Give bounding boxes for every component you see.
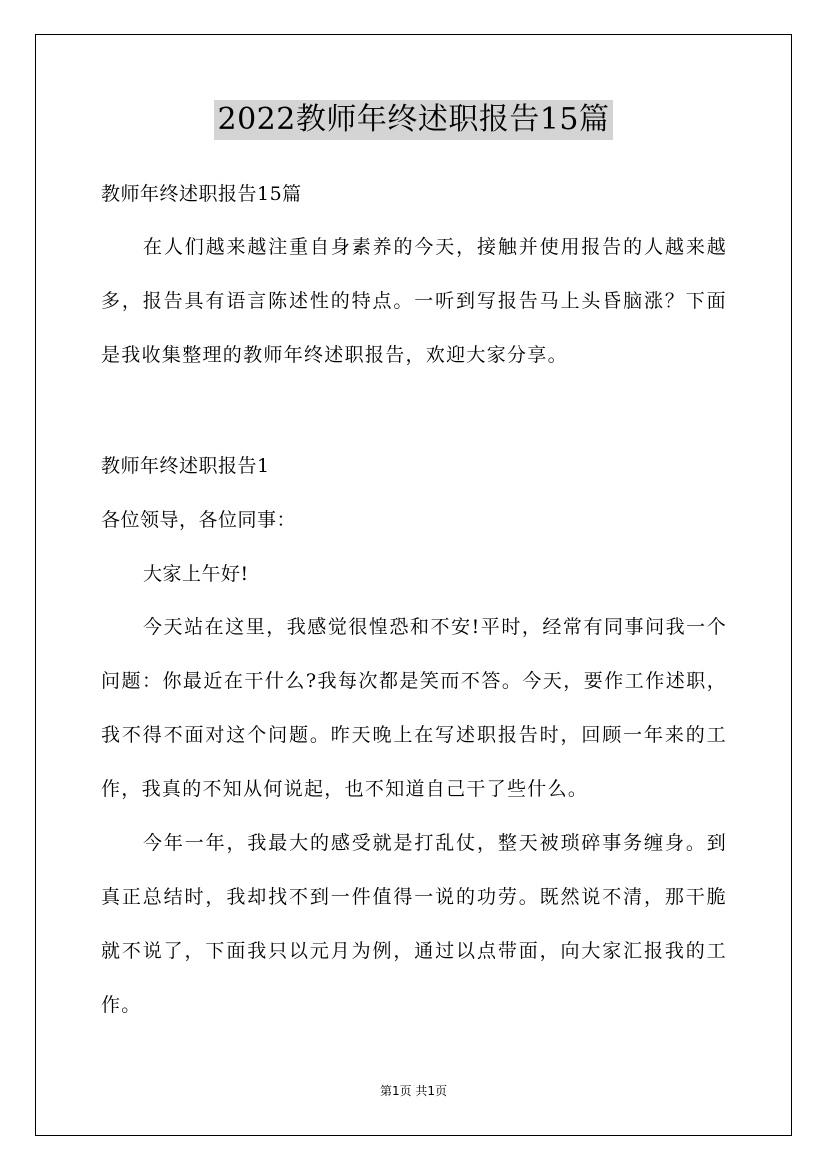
intro-paragraph: 在人们越来越注重自身素养的今天，接触并使用报告的人越来越多，报告具有语言陈述性的特点。一听到写报告马上头昏脑涨？下面是我收集整理的教师年终述职报告，欢迎大家分享。: [101, 236, 727, 366]
body-paragraph-2: 今年一年，我最大的感受就是打乱仗，整天被琐碎事务缠身。到真正总结时，我却找不到一件值得一说的功劳。既然说不清，那干脆就不说了，下面我只以元月为例，通过以点带面，向大家汇报我的工作。: [101, 832, 727, 1016]
title-container: [0, 100, 827, 140]
salutation: 各位领导，各位同事：: [101, 509, 297, 531]
document-title: 2022教师年终述职报告15篇: [214, 100, 612, 140]
page-footer: 第1页 共1页: [379, 1084, 448, 1098]
document-subtitle: 教师年终述职报告15篇: [101, 183, 302, 205]
body-paragraph-1: 今天站在这里，我感觉很惶恐和不安!平时，经常有同事问我一个问题：你最近在干什么?我每次都是笑而不答。今天，要作工作述职，我不得不面对这个问题。昨天晚上在写述职报告时，回顾一年来的工作，我真的不知从何说起，也不知道自己干了些什么。: [101, 616, 727, 800]
greeting: 大家上午好!: [143, 563, 249, 585]
section-heading: 教师年终述职报告1: [101, 455, 270, 477]
